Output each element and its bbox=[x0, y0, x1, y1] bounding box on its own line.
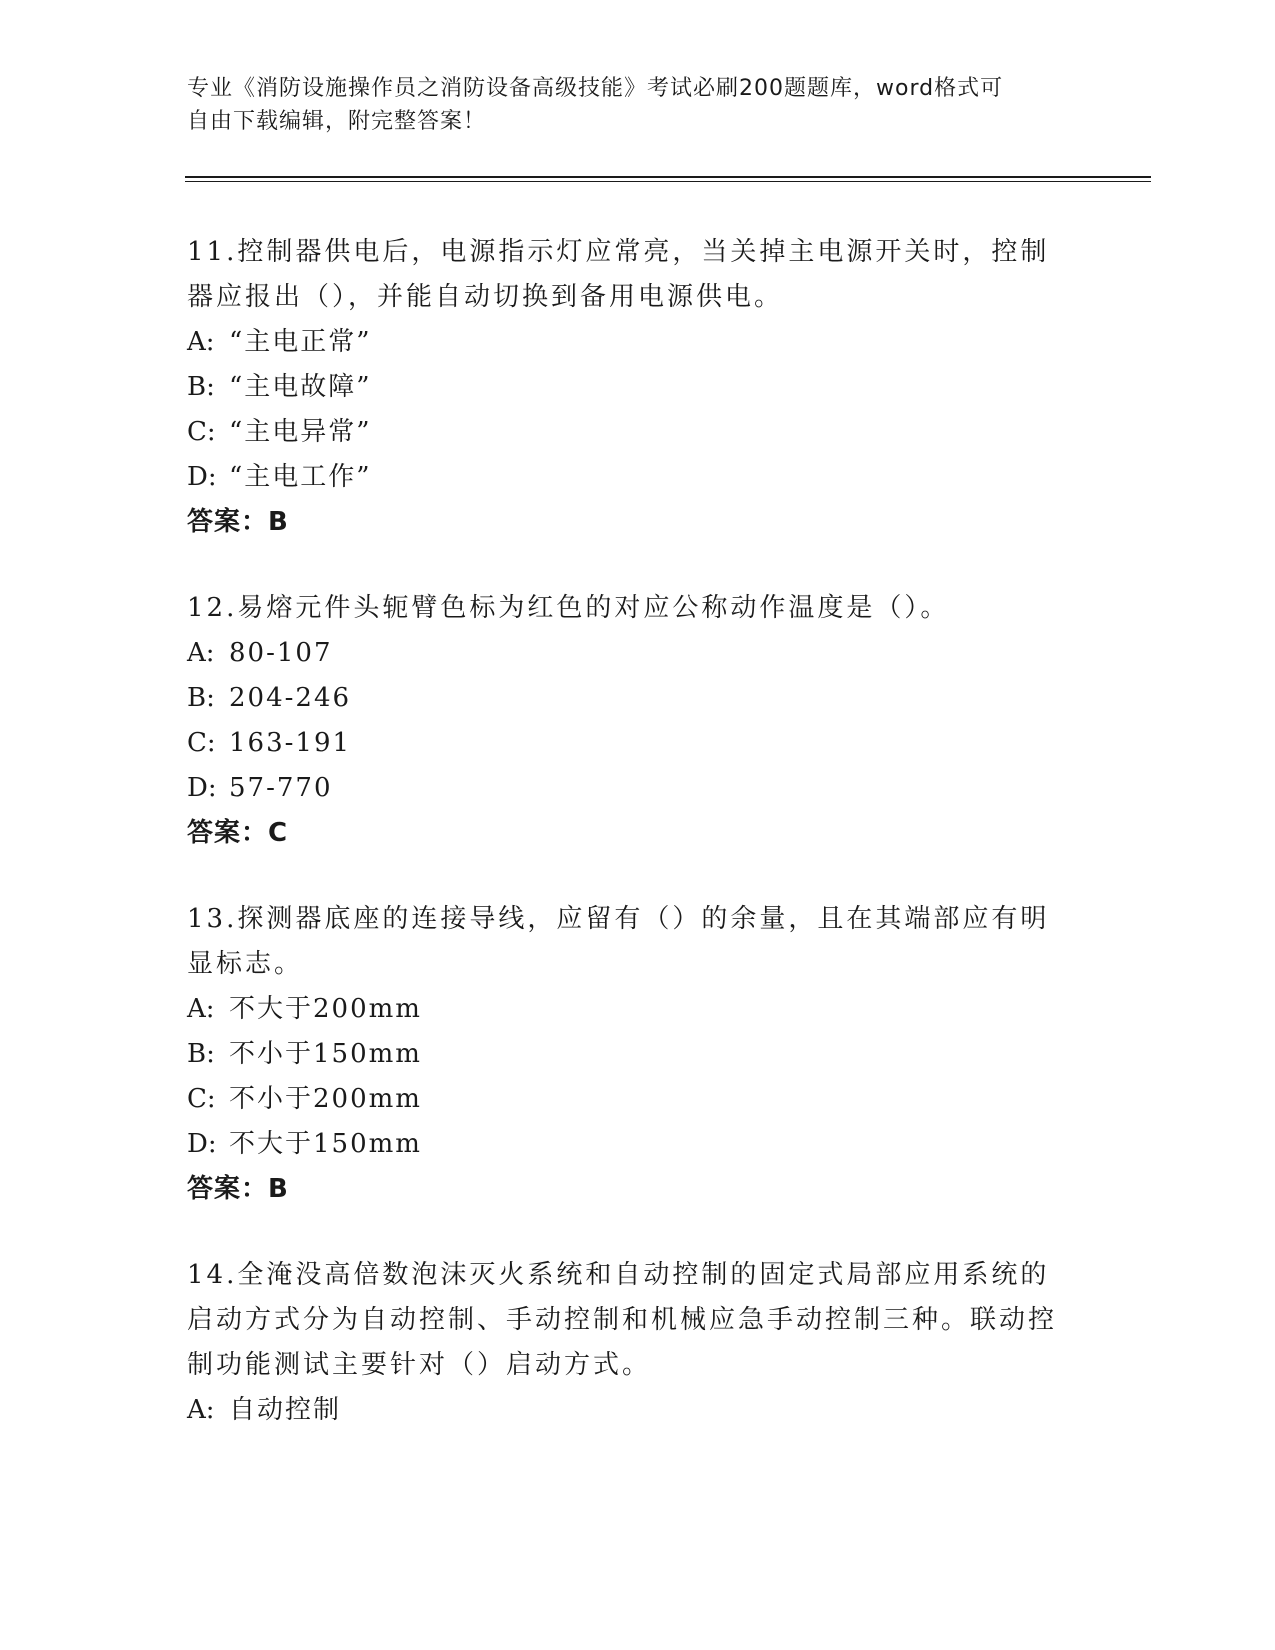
option-letter: C: bbox=[187, 417, 216, 447]
option-letter: B: bbox=[187, 683, 215, 713]
option-text: “主电异常” bbox=[229, 417, 372, 447]
header-line-1: 专业《消防设施操作员之消防设备高级技能》考试必刷200题题库，word格式可 bbox=[187, 76, 1004, 101]
option-text: “主电故障” bbox=[229, 372, 372, 402]
option-text: “主电工作” bbox=[229, 462, 372, 492]
option-letter: B: bbox=[187, 372, 215, 402]
option-letter: A: bbox=[187, 327, 215, 357]
option-text: 自动控制 bbox=[229, 1395, 342, 1425]
option-c bbox=[187, 410, 1087, 455]
option-letter: D: bbox=[187, 773, 217, 803]
option-d bbox=[187, 455, 1087, 500]
option-a bbox=[187, 320, 1087, 365]
answer-line: 答案：C bbox=[187, 818, 289, 848]
option-c bbox=[187, 721, 1087, 766]
option-d bbox=[187, 1122, 1087, 1167]
option-text: 不小于150mm bbox=[229, 1039, 422, 1069]
option-text: 163-191 bbox=[229, 728, 352, 758]
option-text: 80-107 bbox=[229, 638, 333, 668]
question-text: 11.控制器供电后，电源指示灯应常亮，当关掉主电源开关时，控制器应报出（），并能自动切换到备用电源供电。 bbox=[187, 237, 1050, 312]
question-14 bbox=[187, 1253, 1087, 1433]
option-letter: C: bbox=[187, 728, 216, 758]
option-letter: D: bbox=[187, 462, 217, 492]
option-text: 不大于150mm bbox=[229, 1129, 422, 1159]
option-d bbox=[187, 766, 1087, 811]
question-text: 13.探测器底座的连接导线，应留有（）的余量，且在其端部应有明显标志。 bbox=[187, 904, 1050, 979]
option-a bbox=[187, 631, 1087, 676]
option-text: 57-770 bbox=[229, 773, 333, 803]
question-11 bbox=[187, 230, 1087, 545]
header-line-2: 自由下载编辑，附完整答案！ bbox=[187, 109, 487, 134]
option-letter: A: bbox=[187, 638, 215, 668]
question-text: 12.易熔元件头轭臂色标为红色的对应公称动作温度是（）。 bbox=[187, 593, 950, 623]
option-text: “主电正常” bbox=[229, 327, 372, 357]
header-divider-thin bbox=[185, 181, 1151, 182]
question-text: 14.全淹没高倍数泡沫灭火系统和自动控制的固定式局部应用系统的启动方式分为自动控制、手动控制和机械应急手动控制三种。联动控制功能测试主要针对（）启动方式。 bbox=[187, 1260, 1058, 1380]
answer-line: 答案：B bbox=[187, 1174, 289, 1204]
option-letter: B: bbox=[187, 1039, 215, 1069]
document-header bbox=[187, 72, 1067, 138]
option-b bbox=[187, 1032, 1087, 1077]
option-a bbox=[187, 987, 1087, 1032]
option-b bbox=[187, 676, 1087, 721]
option-c bbox=[187, 1077, 1087, 1122]
option-text: 204-246 bbox=[229, 683, 352, 713]
option-a bbox=[187, 1388, 1087, 1433]
question-12 bbox=[187, 586, 1087, 856]
option-b bbox=[187, 365, 1087, 410]
option-letter: A: bbox=[187, 1395, 215, 1425]
option-text: 不大于200mm bbox=[229, 994, 422, 1024]
option-letter: A: bbox=[187, 994, 215, 1024]
question-13 bbox=[187, 897, 1087, 1212]
option-letter: C: bbox=[187, 1084, 216, 1114]
header-divider-thick bbox=[185, 176, 1151, 178]
answer-line: 答案：B bbox=[187, 507, 289, 537]
option-letter: D: bbox=[187, 1129, 217, 1159]
option-text: 不小于200mm bbox=[229, 1084, 422, 1114]
question-list bbox=[187, 230, 1087, 1474]
